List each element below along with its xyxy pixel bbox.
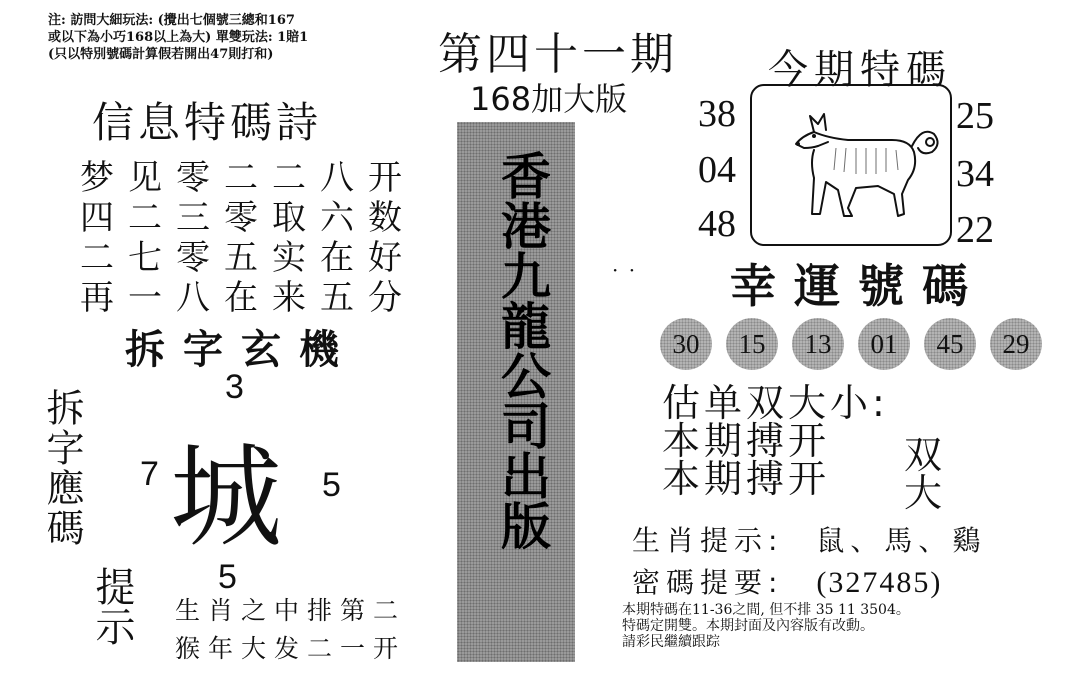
- poem-line: 四二三零取六数: [80, 198, 416, 238]
- hint-label: 提示: [89, 566, 135, 646]
- rules-note-line: 或以下為小巧168以上為大) 單雙玩法: 1賠1: [48, 30, 309, 45]
- poem-line: 二七零五实在好: [80, 238, 416, 278]
- zodiac-box: [750, 84, 952, 246]
- poem-title: 信息特碼詩: [92, 98, 323, 147]
- special-left-number: 48: [698, 203, 736, 245]
- lucky-ball: 01: [858, 318, 910, 370]
- riddle-character: 城: [170, 433, 282, 563]
- guess-title: 估单双大小:: [662, 381, 889, 425]
- dots-decoration: · ·: [612, 258, 638, 282]
- tips-section: [632, 520, 986, 604]
- guess-section: [662, 381, 889, 501]
- zodiac-tip-value: 鼠、馬、鷄: [816, 524, 987, 557]
- lucky-numbers: [660, 318, 1042, 370]
- special-right-number: 25: [956, 95, 994, 137]
- special-left-number: 38: [698, 93, 736, 135]
- guess-row-2-value: 大: [904, 471, 943, 515]
- hint-line: 生肖之中排第二: [175, 596, 407, 625]
- issue-title: 第四十一期: [438, 29, 678, 80]
- riddle-number-left: 7: [140, 455, 159, 493]
- guess-row-1-value: 双: [904, 433, 943, 477]
- footnote-line: 本期特碼在11-36之間, 但不排 35 11 3504。: [622, 602, 910, 618]
- lucky-ball: 15: [726, 318, 778, 370]
- riddle-number-bottom: 5: [218, 558, 237, 596]
- lucky-ball: 30: [660, 318, 712, 370]
- special-right-number: 34: [956, 153, 994, 195]
- poem-body: [80, 158, 416, 318]
- zodiac-tip-label: 生肖提示:: [632, 524, 784, 557]
- guess-row-1-label: 本期搏开: [662, 419, 831, 463]
- edition-label: 168加大版: [470, 80, 628, 118]
- zodiac-tip: [632, 520, 986, 562]
- rules-note-line: 注: 訪問大細玩法: (攪出七個號三總和167: [48, 13, 295, 28]
- lucky-ball: 13: [792, 318, 844, 370]
- riddle-number-right: 5: [322, 466, 341, 504]
- footnote-line: 請彩民繼續跟踪: [622, 634, 720, 650]
- poem-line: 再一八在来五分: [80, 278, 416, 318]
- hint-line: 猴年大发二一开: [175, 634, 407, 663]
- hint-lines: [175, 592, 406, 668]
- special-right-number: 22: [956, 209, 994, 251]
- rules-note-line: (只以特別號碼計算假若開出47則打和): [48, 47, 274, 62]
- code-tip-label: 密碼提要:: [632, 566, 784, 599]
- lucky-title: 幸運號碼: [730, 259, 986, 313]
- rules-note: [48, 12, 378, 63]
- dog-icon: [752, 86, 950, 244]
- publisher-text: 香港九龍公司出版: [493, 150, 551, 550]
- riddle-title: 拆字玄機: [125, 327, 357, 373]
- lucky-ball: 45: [924, 318, 976, 370]
- lucky-ball: 29: [990, 318, 1042, 370]
- poem-line: 梦见零二二八开: [80, 158, 416, 198]
- footnote: [622, 602, 1042, 650]
- footnote-line: 特碼定開雙。本期封面及內容版有改動。: [622, 618, 874, 634]
- special-left-number: 04: [698, 149, 736, 191]
- special-title: 今期特碼: [768, 47, 952, 93]
- code-tip: [632, 562, 986, 604]
- code-tip-value: (327485): [816, 566, 943, 599]
- riddle-side-label: 拆字應碼: [40, 388, 84, 548]
- riddle-number-top: 3: [225, 368, 244, 406]
- guess-row-2-label: 本期搏开: [662, 457, 831, 501]
